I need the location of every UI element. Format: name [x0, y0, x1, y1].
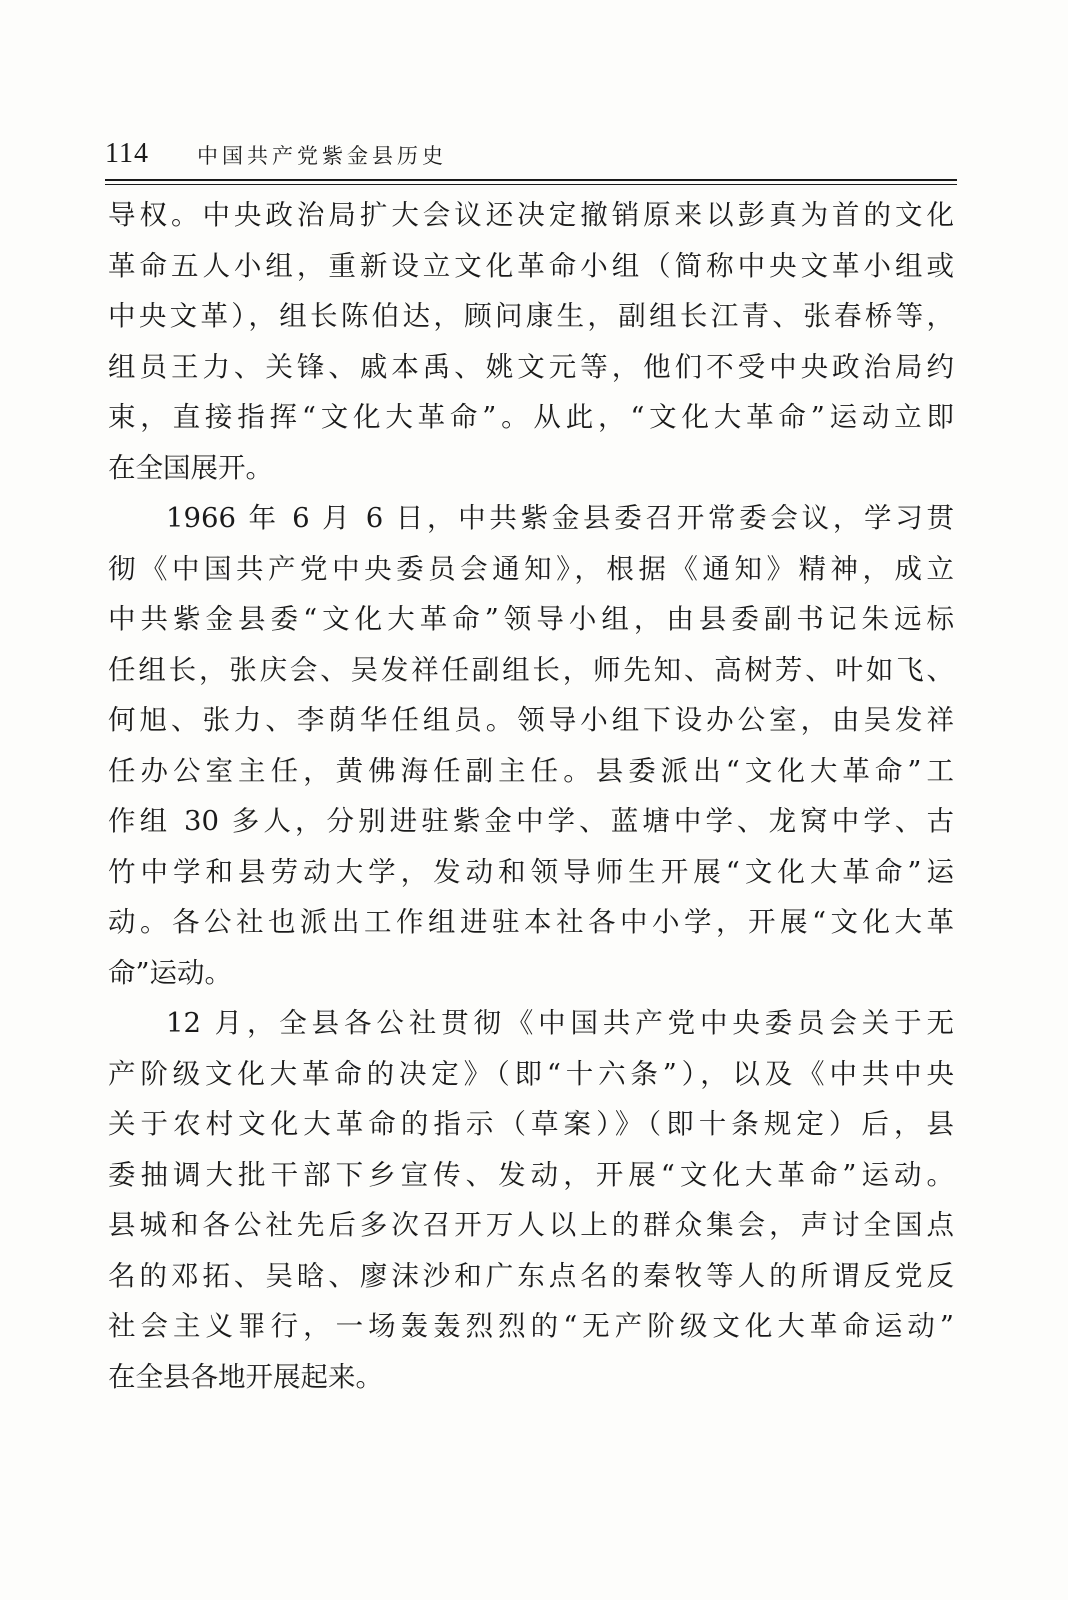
text-line: 竹中学和县劳动大学，发动和领导师生开展“文化大革命”运	[108, 855, 954, 888]
text-line: 命”运动。	[108, 956, 233, 989]
text-line: 何旭、张力、李荫华任组员。领导小组下设办公室，由吴发祥	[108, 704, 954, 736]
text-line: 彻《中国共产党中央委员会通知》，根据《通知》精神，成立	[108, 552, 954, 585]
text-line: 组员王力、关锋、戚本禹、姚文元等，他们不受中央政治局约	[108, 350, 954, 383]
text-line: 县城和各公社先后多次召开万人以上的群众集会，声讨全国点	[108, 1209, 954, 1241]
text-line: 任组长，张庆会、吴发祥任副组长，师先知、高树芳、叶如飞、	[108, 653, 954, 686]
page-header	[105, 134, 955, 174]
running-title: 中国共产党紫金县历史	[197, 144, 447, 168]
text-line: 在全县各地开展起来。	[108, 1360, 383, 1393]
text-line: 革命五人小组，重新设立文化革命小组（简称中央文革小组或	[108, 249, 954, 282]
text-line: 在全国展开。	[108, 451, 273, 484]
body-text	[108, 190, 954, 1402]
text-line: 中央文革），组长陈伯达，顾问康生，副组长江青、张春桥等，	[108, 300, 954, 332]
text-line: 导权。中央政治局扩大会议还决定撤销原来以彭真为首的文化	[108, 199, 954, 231]
page-number: 114	[105, 138, 149, 169]
text-line: 1966 年 6 月 6 日，中共紫金县委召开常委会议，学习贯	[166, 502, 954, 534]
text-line: 动。各公社也派出工作组进驻本社各中小学，开展“文化大革	[108, 906, 954, 938]
text-line: 作组 30 多人，分别进驻紫金中学、蓝塘中学、龙窝中学、古	[108, 805, 954, 837]
text-line: 束，直接指挥“文化大革命”。从此，“文化大革命”运动立即	[108, 401, 954, 433]
text-line: 12 月，全县各公社贯彻《中国共产党中央委员会关于无	[166, 1007, 954, 1039]
text-line: 关于农村文化大革命的指示（草案）》（即十条规定）后，县	[108, 1108, 954, 1140]
text-line: 社会主义罪行，一场轰轰烈烈的“无产阶级文化大革命运动”	[108, 1310, 954, 1342]
header-rule-thick	[105, 179, 957, 181]
text-line: 委抽调大批干部下乡宣传、发动，开展“文化大革命”运动。	[108, 1158, 954, 1191]
text-line: 产阶级文化大革命的决定》（即“十六条”），以及《中共中央	[108, 1057, 954, 1090]
text-line: 中共紫金县委“文化大革命”领导小组，由县委副书记朱远标	[108, 603, 954, 635]
text-line: 任办公室主任，黄佛海任副主任。县委派出“文化大革命”工	[108, 754, 954, 787]
text-line: 名的邓拓、吴晗、廖沫沙和广东点名的秦牧等人的所谓反党反	[108, 1259, 954, 1292]
header-rule-thin	[105, 184, 957, 185]
